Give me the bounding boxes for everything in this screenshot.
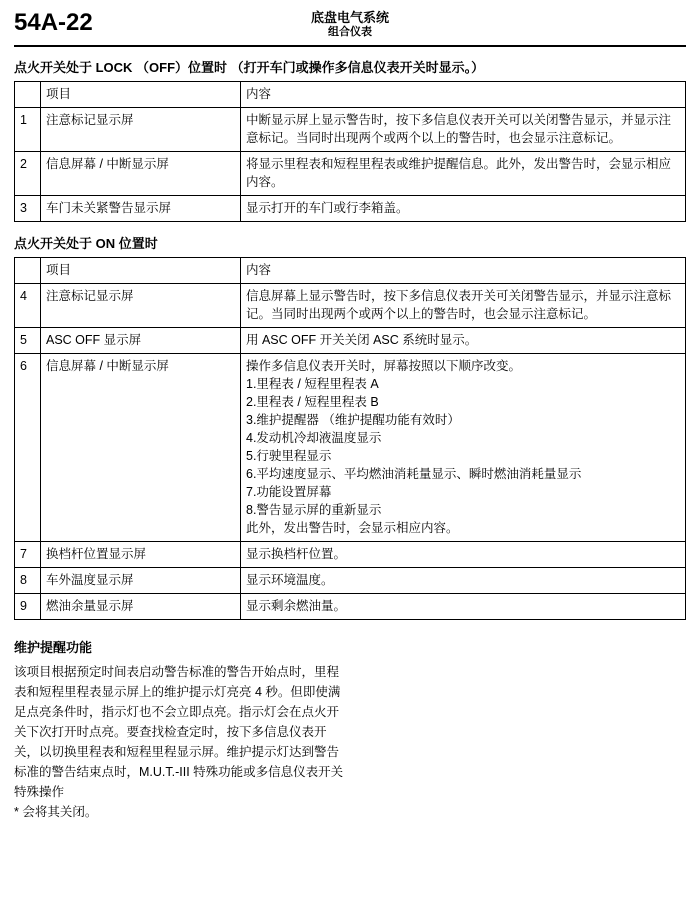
- table-row: [15, 284, 686, 328]
- row-item: 注意标记显示屏: [41, 108, 241, 152]
- row-item: 车门未关紧警告显示屏: [41, 196, 241, 222]
- column-header-item: 项目: [41, 258, 241, 284]
- list-item: 此外，发出警告时，会显示相应内容。: [246, 521, 459, 535]
- row-content-list: [241, 354, 686, 542]
- row-number: 8: [15, 568, 41, 594]
- list-item: 8.警告显示屏的重新显示: [246, 503, 382, 517]
- row-item: 换档杆位置显示屏: [41, 542, 241, 568]
- header-titles: [14, 8, 686, 40]
- column-header-item: 项目: [41, 82, 241, 108]
- row-item: 车外温度显示屏: [41, 568, 241, 594]
- row-content: 信息屏幕上显示警告时，按下多信息仪表开关可关闭警告显示，并显示注意标记。当同时出现两个或两个以上的警告时，也会显示注意标记。: [241, 284, 686, 328]
- section-title-lock: 点火开关处于 LOCK （OFF）位置时 （打开车门或操作多信息仪表开关时显示。）: [14, 60, 485, 75]
- list-item: 5.行驶里程显示: [246, 449, 332, 463]
- header-title-sub: 组合仪表: [328, 26, 372, 38]
- row-content: 显示换档杆位置。: [241, 542, 686, 568]
- page-header: [14, 8, 686, 44]
- row-number: 5: [15, 328, 41, 354]
- column-header-content: 内容: [241, 82, 686, 108]
- column-header-blank: [15, 82, 41, 108]
- row-item: 燃油余量显示屏: [41, 594, 241, 620]
- list-item: 6.平均速度显示、平均燃油消耗量显示、瞬时燃油消耗量显示: [246, 467, 582, 481]
- row-item: 信息屏幕 / 中断显示屏: [41, 152, 241, 196]
- row-number: 3: [15, 196, 41, 222]
- table-header-row: [15, 258, 686, 284]
- row-number: 2: [15, 152, 41, 196]
- row-content: 显示打开的车门或行李箱盖。: [241, 196, 686, 222]
- row-number: 1: [15, 108, 41, 152]
- table-row: [15, 594, 686, 620]
- table-row: [15, 196, 686, 222]
- row-content: 将显示里程表和短程里程表或维护提醒信息。此外，发出警告时，会显示相应内容。: [241, 152, 686, 196]
- row-content: 中断显示屏上显示警告时，按下多信息仪表开关可以关闭警告显示，并显示注意标记。当同时出现两个或两个以上的警告时，也会显示注意标记。: [241, 108, 686, 152]
- table-on: [14, 257, 686, 620]
- row-number: 4: [15, 284, 41, 328]
- table-row: [15, 152, 686, 196]
- header-divider: [14, 45, 686, 47]
- list-item: 4.发动机冷却液温度显示: [246, 431, 382, 445]
- maintenance-title: 维护提醒功能: [14, 640, 93, 655]
- list-item: 2.里程表 / 短程里程表 B: [246, 395, 379, 409]
- row-item: 注意标记显示屏: [41, 284, 241, 328]
- maintenance-footnote: * 会将其关闭。: [14, 805, 98, 819]
- maintenance-paragraph: 该项目根据预定时间表启动警告标准的警告开始点时，里程表和短程里程表显示屏上的维护提示灯亮亮 4 秒。但即使满足点亮条件时，指示灯也不会立即点亮。指示灯会在点火开关下次打开时点亮。要查找检查定时，按下多信息仪表开关，以切换里程表和短程里程显示屏。维护提示灯达到警告标准的警告结束点时，M.U.T.-III 特殊功能或多信息仪表开关特殊操作: [14, 665, 344, 799]
- list-item: 3.维护提醒器 （维护提醒功能有效时）: [246, 413, 460, 427]
- list-item: 7.功能设置屏幕: [246, 485, 332, 499]
- page-number: 54A-22: [14, 9, 93, 36]
- row-item: ASC OFF 显示屏: [41, 328, 241, 354]
- list-item: 1.里程表 / 短程里程表 A: [246, 377, 379, 391]
- table-row: [15, 328, 686, 354]
- table-row: [15, 542, 686, 568]
- row-number: 6: [15, 354, 41, 542]
- screen-sequence-list: [246, 357, 680, 537]
- column-header-content: 内容: [241, 258, 686, 284]
- table-row: [15, 568, 686, 594]
- row-number: 7: [15, 542, 41, 568]
- list-item: 操作多信息仪表开关时，屏幕按照以下顺序改变。: [246, 359, 522, 373]
- table-row: [15, 354, 686, 542]
- row-item: 信息屏幕 / 中断显示屏: [41, 354, 241, 542]
- column-header-blank: [15, 258, 41, 284]
- section-title-on: 点火开关处于 ON 位置时: [14, 236, 158, 251]
- table-header-row: [15, 82, 686, 108]
- table-row: [15, 108, 686, 152]
- row-content: 显示环境温度。: [241, 568, 686, 594]
- table-lock: [14, 81, 686, 222]
- row-content: 显示剩余燃油量。: [241, 594, 686, 620]
- header-title-main: 底盘电气系统: [310, 10, 389, 25]
- row-number: 9: [15, 594, 41, 620]
- row-content: 用 ASC OFF 开关关闭 ASC 系统时显示。: [241, 328, 686, 354]
